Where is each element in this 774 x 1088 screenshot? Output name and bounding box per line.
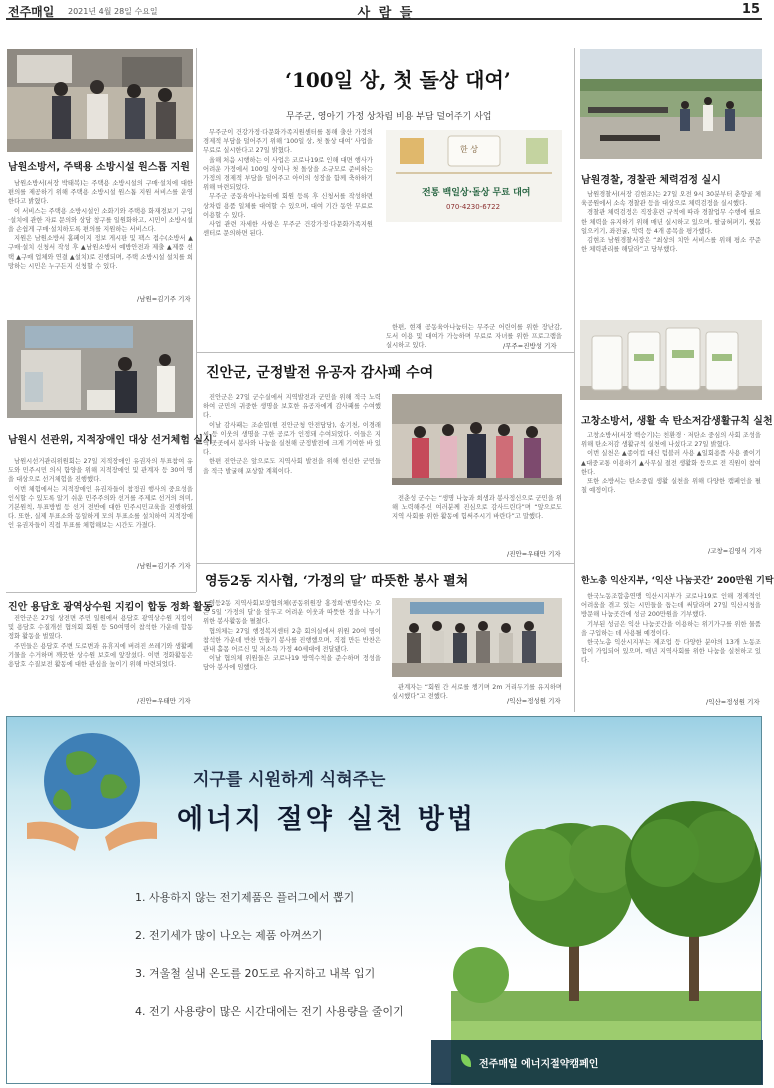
section-divider bbox=[196, 563, 574, 564]
article-title: 한노총 익산지부, ‘익산 나눔곳간’ 200만원 기탁 bbox=[581, 576, 774, 586]
article-headline: 영등2동 지사협, ‘가정의 달’ 따뜻한 봉사 펼쳐 bbox=[205, 574, 469, 589]
volunteer-group-photo bbox=[392, 598, 562, 677]
page-number: 15 bbox=[741, 2, 760, 17]
article-headline: 진안군, 군정발전 유공자 감사패 수여 bbox=[206, 365, 434, 381]
article-body: 무주군이 건강가정·다문화가족지원센터를 통해 출산 가정의 경제적 부담을 덜어주기 위해 ‘100일 상, 첫 돌상 대여’ 사업을 무료로 실시한다고 27일 밝혔다. 올해 처음 시행하는 이 사업은 코로나19로 인해 대면 행사가 어려운 가정에서 100일 상이나 첫 돌상을 소규모로 준비하는 가정의 경제적 부담을 덜어주고 아이의 성장을 함께 축하하기 위해 마련되었다. 무주군 공동육아나눔터에 회원 등록 후 신청서를 작성하면 상차림 용품 일체를 대여할 수 있으며, 대여 기간 동안 무료로 이용할 수 있다. 사업 관련 자세한 사항은 무주군 건강가정·다문화가족지원센터로 문의하면 된다. bbox=[203, 129, 373, 238]
rental-banner-photo bbox=[386, 130, 562, 222]
article-byline: /익산=정성원 기자 bbox=[507, 697, 561, 705]
article-title: 남원소방서, 주택용 소방시설 원스톱 지원 bbox=[8, 162, 190, 173]
column-divider bbox=[574, 48, 575, 712]
article-byline: /진안=우태만 기자 bbox=[137, 697, 191, 705]
ad-tip: 3. 겨울철 실내 온도를 20도로 유지하고 내복 입기 bbox=[135, 967, 376, 980]
banner-label: 한 상 bbox=[460, 145, 478, 154]
column-divider bbox=[196, 48, 197, 592]
article-title: 남원경찰, 경찰관 체력검정 실시 bbox=[581, 175, 721, 186]
article-body: 남원소방서(서장 박태복)는 주택용 소방시설의 구매·설치에 대한 편의를 제공하기 위해 주택용 소방시설 원스톱 지원 서비스를 운영한다고 밝혔다. 이 서비스는 주택용 소방시설인 소화기와 주택용 화재경보기 구입·설치에 관한 자료 문의와 상담 창구를 일원화하고, 시민이 소방시설을 손쉽게 구매·설치하도록 편의를 지원하는 서비스다. 지원은 남원소방서 홈페이지 정보 게시판 및 팩스 접수(소방서 ▲구매·설치 신청서 작성 후 ▲남원소방서 예방안전과 제출 ▲제품 선택 ▲구매 업체와 연결 ▲설치)로 진행되며, 주택 소방시설 설치를 희망하는 시민은 누구든지 신청할 수 있다. bbox=[8, 180, 193, 270]
ad-tip: 2. 전기세가 많이 나오는 제품 아껴쓰기 bbox=[135, 929, 323, 942]
ad-footer-bar bbox=[431, 1040, 763, 1085]
page-header bbox=[6, 2, 762, 20]
ad-tips-list bbox=[135, 889, 465, 1041]
article-byline: /익산=정성원 기자 bbox=[706, 698, 760, 706]
article-body: 한편, 현재 공동육아나눔터는 무주군 어린이를 위한 장난감, 도서 이용 및 대여가 가능하며 무료로 자녀를 위한 프로그램을 실시하고 있다. bbox=[386, 324, 562, 350]
section-divider bbox=[196, 352, 574, 353]
earth-hands-illustration bbox=[17, 725, 167, 857]
newspaper-name: 전주매일 bbox=[8, 5, 55, 19]
ad-heading-large: 에너지 절약 실천 방법 bbox=[177, 804, 476, 835]
election-experience-photo bbox=[7, 320, 193, 418]
article-byline: /고창=김영식 기자 bbox=[708, 547, 762, 555]
issue-date: 2021년 4월 28일 수요일 bbox=[68, 7, 158, 16]
article-body: 영등2동 지역사회보장협의체(공동위원장 홍정희·변명숙)는 오는 5일 ‘가정의 달’을 앞두고 어려운 이웃과 따뜻한 정을 나누기 위한 봉사활동을 펼쳤다. 협의체는 27일 행정복지센터 2층 회의실에서 위원 20여 명이 참석한 가운데 반찬 만들기 봉사를 진행했으며, 직접 만든 반찬은 관내 홀몸 어르신 및 저소득 가정 40세대에 전달됐다. 이날 협의체 위원들은 코로나19 방역수칙을 준수하며 정성을 담아 봉사에 임했다. bbox=[203, 600, 381, 672]
section-divider bbox=[6, 592, 196, 593]
article-title: 고창소방서, 생활 속 탄소저감생활규칙 실천 bbox=[581, 416, 773, 427]
article-body: 고창소방서(서장 백승기)는 친환경 · 저탄소 중심의 사회 조성을 위해 탄소저감 생활규칙 실천에 나섰다고 27일 밝혔다. 이번 실천은 ▲종이컵 대신 텀블러 사용 ▲일회용품 사용 줄이기 ▲대중교통 이용하기 ▲사무실 절전 생활화 등으로 전 직원이 참여한다. 또한 소방서는 탄소중립 생활 실천을 위해 다양한 캠페인을 펼칠 예정이다. bbox=[581, 432, 761, 495]
article-body: 한국노동조합총연맹 익산시지부가 코로나19로 인해 경제적인 어려움을 겪고 있는 시민들을 돕는데 써달라며 27일 익산시청을 방문해 나눔곳간에 성금 200만원을 기부했다. 기부된 성금은 익산 나눔곳간을 이용하는 위기가구를 위한 물품을 구입하는 데 사용될 예정이다. 한국노총 익산시지부는 제조업 등 다양한 분야의 13개 노동조합이 가입되어 있으며, 매년 지역사회를 위한 나눔을 실천하고 있다. bbox=[581, 593, 761, 665]
article-byline: /무주=진방성 기자 bbox=[503, 342, 557, 350]
article-body: 관계자는 “회원 간 서로를 챙기며 2m 거리두기를 유지하며 실시했다”고 전했다. bbox=[392, 684, 562, 701]
police-fitness-photo bbox=[580, 49, 762, 159]
article-body: 진안군은 27일 군수실에서 지역발전과 군민을 위해 적극 노력하여 군민의 귀중한 생명을 보호한 유공자에게 감사패를 수여했다. 이날 감사패는 조순엽(현 진안군청 안전담당), 송기천, 이경래 씨 등 이웃의 생명을 구한 공로가 인정돼 수여되었다. 이들은 지역 곳곳에서 봉사와 나눔을 실천해 군정발전에 크게 기여한 바 있다. 한편 진안군은 앞으로도 지역사회 발전을 위해 헌신한 군민들을 적극 발굴해 포상할 계획이다. bbox=[203, 394, 381, 475]
article-title: 진안 용담호 광역상수원 지킴이 합동 정화 활동 bbox=[8, 602, 213, 613]
article-body: 진안군은 27일 상전면 주민 일원에서 용담호 광역상수원 지킴이 및 용담호 수질개선 협의회 회원 등 50여명이 참석한 가운데 합동 정화 활동을 벌였다. 주민들은 용담호 주변 도로변과 유휴지에 버려진 쓰레기와 생활폐기물을 수거하며 깨끗한 상수원 보호에 앞장섰다. 이번 정화활동은 용담호 수질보전 활동에 대한 관심을 높이기 위해 마련되었다. bbox=[8, 615, 193, 669]
article-body: 남원경찰서(서장 김현조)는 27일 오전 9시 30분부터 춘향골 체육공원에서 소속 경찰관 등을 대상으로 체력검정을 실시했다. 경찰관 체력검정은 직장훈련 규칙에 따라 경찰업무 수행에 필요한 체력을 유지하기 위해 매년 실시하고 있으며, 팔굽혀펴기, 윗몸일으키기, 좌전굴, 악력 등 4개 종목을 평가했다. 김현조 남원경찰서장은 “최상의 치안 서비스를 위해 평소 꾸준한 체력관리를 해달라”고 당부했다. bbox=[581, 191, 761, 254]
section-title: 사 람 들 bbox=[357, 6, 415, 21]
article-byline: /남원=김기주 기자 bbox=[137, 295, 191, 303]
article-byline: /진안=우태만 기자 bbox=[507, 550, 561, 558]
feature-headline: ‘100일 상, 첫 돌상 대여’ bbox=[285, 68, 511, 92]
energy-saving-ad bbox=[6, 716, 762, 1084]
trees-illustration bbox=[451, 761, 761, 1085]
fire-station-photo bbox=[7, 49, 193, 152]
ad-tip: 4. 전기 사용량이 많은 시간대에는 전기 사용량을 줄이기 bbox=[135, 1005, 404, 1018]
tumbler-photo bbox=[580, 320, 762, 400]
feature-subtitle: 무주군, 영아기 가정 상차림 비용 부담 덜어주기 사업 bbox=[286, 112, 492, 122]
banner-phone: 070-4230-6722 bbox=[446, 203, 501, 211]
leaf-icon bbox=[461, 1054, 471, 1067]
ad-footer-text: 전주매일 에너지절약캠페인 bbox=[479, 1059, 599, 1070]
award-ceremony-photo bbox=[392, 394, 562, 485]
article-title: 남원시 선관위, 지적장애인 대상 선거체험 실시 bbox=[8, 435, 213, 446]
ad-tip: 1. 사용하지 않는 전기제품은 플러그에서 뽑기 bbox=[135, 891, 355, 904]
banner-headline: 전통 백일상·돌상 무료 대여 bbox=[422, 188, 531, 198]
article-body: 남원시선거관리위원회는 27일 지적장애인 유권자의 투표참여 유도와 민주시민 의식 함양을 위해 지적장애인 및 관계자 등 30여 명을 대상으로 선거체험을 진행했다. 이번 체험에서는 지적장애인 유권자들이 참정권 행사의 중요성을 인식할 수 있도록 알기 쉬운 민주주의와 선거를 주제로 선거의 의미, 기본원칙, 투표방법 등 선거 전반에 대한 민주시민교육을 진행하였다. 또한, 실제 투표소와 동일하게 모의 투표소를 설치하여 지적장애인 유권자들이 직접 투표를 체험해보는 시간도 가졌다. bbox=[8, 458, 193, 530]
article-body: 전춘성 군수는 “생명 나눔과 희생과 봉사정신으로 군민을 위해 노력해주신 여러분께 진심으로 감사드린다”며 “앞으로도 지역 사회를 위한 활동에 힘써주시기 바란다”고 말했다. bbox=[392, 495, 562, 521]
ad-heading-small: 지구를 시원하게 식혀주는 bbox=[193, 770, 386, 790]
article-byline: /남원=김기주 기자 bbox=[137, 562, 191, 570]
